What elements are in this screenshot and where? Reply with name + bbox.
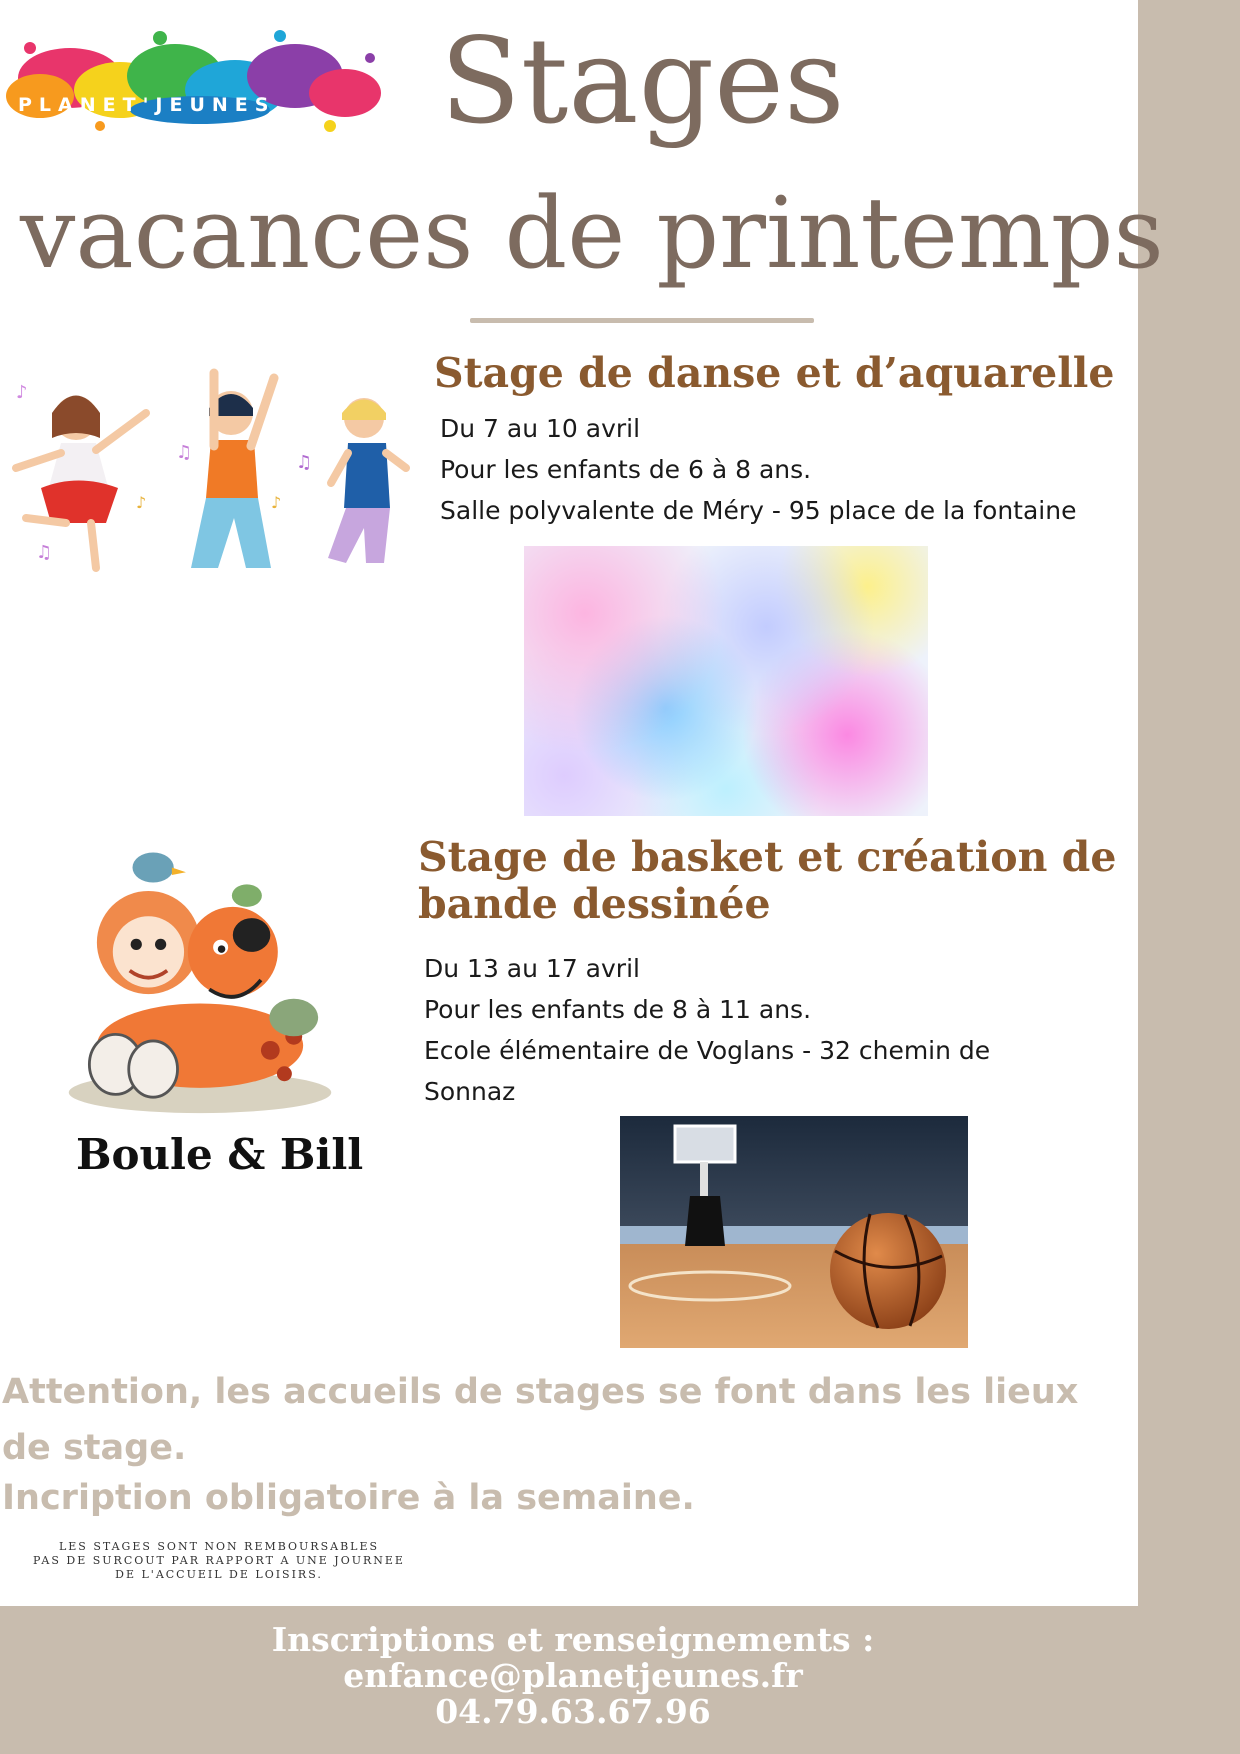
basketball-image (620, 1116, 968, 1348)
title-underline (470, 318, 814, 323)
stage2-title: Stage de basket et création de bande dessinée (418, 833, 1117, 929)
dancing-children-illustration (6, 358, 416, 584)
svg-text:♪: ♪ (271, 493, 282, 512)
logo-text: PLANET'JEUNES (18, 94, 276, 116)
stage2-ages: Pour les enfants de 8 à 11 ans. (424, 995, 812, 1024)
svg-text:♫: ♫ (36, 542, 53, 563)
fine-print (4, 1540, 434, 1582)
planet-jeunes-logo (0, 18, 390, 138)
stage2-location: Ecole élémentaire de Voglans - 32 chemin de Sonnaz (424, 1036, 991, 1106)
boule-et-bill-logo: Boule & Bill (76, 1130, 364, 1179)
page-title-line1: Stages (440, 12, 845, 150)
watercolor-image (524, 546, 928, 816)
stage1-location: Salle polyvalente de Méry - 95 place de la fontaine (440, 496, 1077, 525)
stage1-details (440, 408, 1140, 531)
stage2-dates: Du 13 au 17 avril (424, 954, 640, 983)
stage2-details (424, 948, 1064, 1112)
paint-splash-logo-graphic (0, 18, 390, 138)
svg-text:♫: ♫ (176, 442, 193, 463)
stage1-title: Stage de danse et d’aquarelle (434, 349, 1115, 397)
svg-text:♫: ♫ (296, 452, 313, 473)
footer-phone[interactable]: 04.79.63.67.96 (435, 1692, 711, 1731)
footer-email[interactable]: enfance@planetjeunes.fr (343, 1656, 803, 1695)
boule-et-bill-illustration (50, 830, 350, 1180)
stage1-dates: Du 7 au 10 avril (440, 414, 641, 443)
svg-text:♪: ♪ (136, 493, 147, 512)
attention-notice: Attention, les accueils de stages se font dans les lieux de stage. (2, 1372, 1079, 1468)
fine-print-line1: LES STAGES SONT NON REMBOURSABLES (58, 1540, 380, 1553)
stage1-ages: Pour les enfants de 6 à 8 ans. (440, 455, 812, 484)
fine-print-line2: PAS DE SURCOUT PAR RAPPORT A UNE JOURNEE (33, 1554, 405, 1567)
inscription-notice: Incription obligatoire à la semaine. (2, 1478, 695, 1518)
footer-contact (0, 1622, 1146, 1730)
page-title-line2: vacances de printemps (20, 177, 1164, 291)
fine-print-line3: DE L'ACCUEIL DE LOISIRS. (115, 1568, 323, 1581)
footer-label: Inscriptions et renseignements : (271, 1620, 875, 1659)
svg-text:♪: ♪ (16, 382, 28, 403)
